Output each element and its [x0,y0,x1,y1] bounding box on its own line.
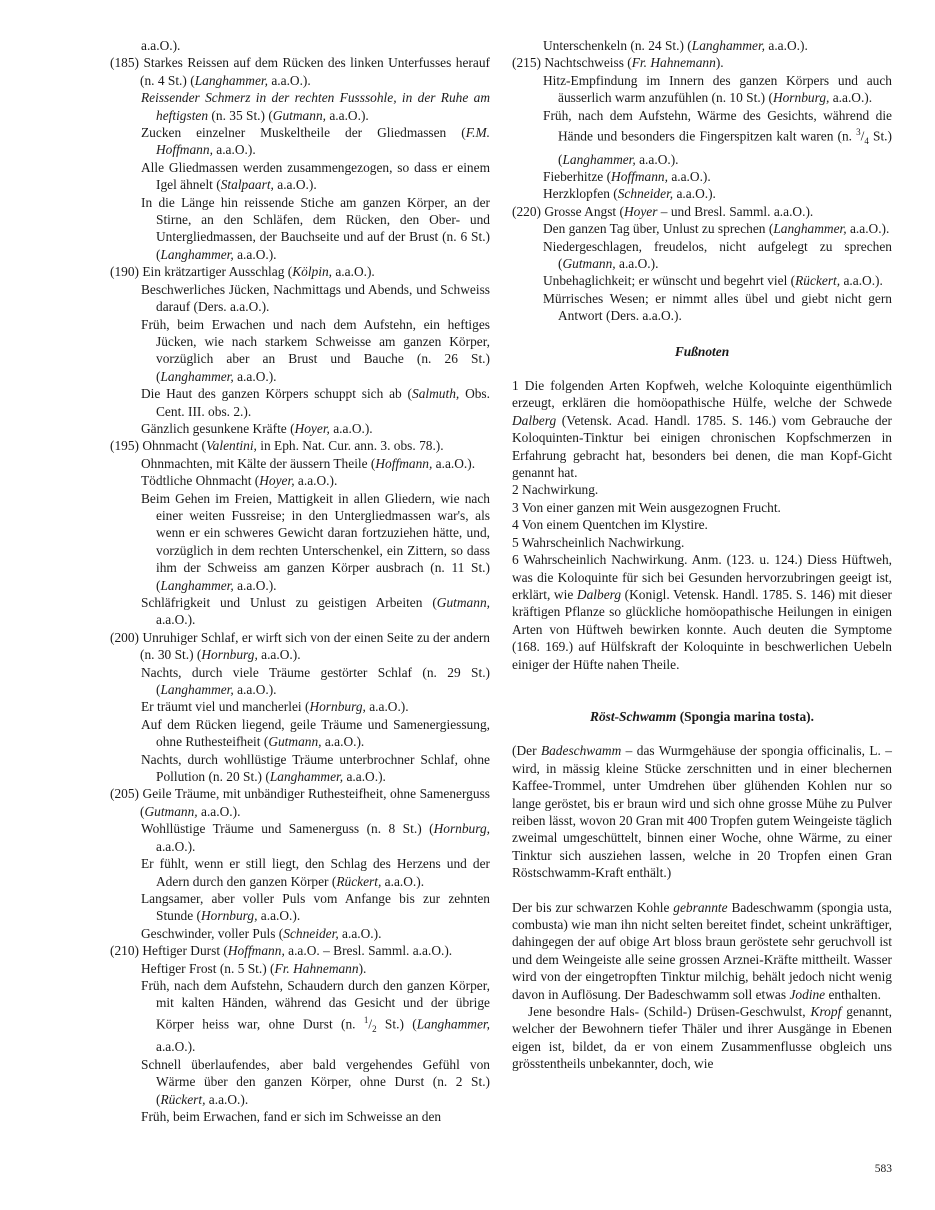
symptom-entry: Früh, beim Erwachen und nach dem Aufstehn, ein heftiges Jücken, wie nach starkem Schweisse am ganzen Körper, vorzüglich aber an Brust und Bauche (n. 26 St.) (Langhammer, a.a.O.). [141,316,490,384]
symptom-entry: Unterschenkeln (n. 24 St.) (Langhammer, a.a.O.). [543,38,808,53]
right-column [512,37,892,1073]
symptom-entry: Heftiger Frost (n. 5 St.) (Fr. Hahnemann). [141,960,367,976]
footnote: 5 Wahrscheinlich Nachwirkung. [512,534,685,550]
numbered-symptom-entry: (220) Grosse Angst (Hoyer – und Bresl. Samml. a.a.O.). [512,203,814,219]
symptom-entry: Die Haut des ganzen Körpers schuppt sich ab (Salmuth, Obs. Cent. III. obs. 2.). [141,386,490,419]
symptom-entry: Er träumt viel und mancherlei (Hornburg, a.a.O.). [141,699,409,715]
page-number: 583 [874,1163,892,1175]
footnote: 6 Wahrscheinlich Nachwirkung. Anm. (123. u. 124.) Diess Hüftweh, was die Koloquinte für sich bei Gesunden hervorzubringen geeigt ist, erklärt, wie Dalberg (Konigl. Vetensk. Handl. 1785. S. 146) mit dieser kräftigen Pflanze so glückliche homöopathische Heilungen in einigen Arten von Hüftweh bewirken konnte. Auch deuten die Symptome (168. 169.) auf Hülfskraft der Koloquinte in beschwerlichen Uebeln einiger der Hüfte nahen Theile. [512,552,893,672]
symptom-list-continued [512,37,892,325]
numbered-symptom-entry: (200) Unruhiger Schlaf, er wirft sich von der einen Seite zu der andern (n. 30 St.) (Hornburg, a.a.O.). [110,629,490,663]
symptom-entry: Reissender Schmerz in der rechten Fusssohle, in der Ruhe am heftigsten (n. 35 St.) (Gutmann, a.a.O.). [141,90,490,123]
numbered-symptom-entry: (195) Ohnmacht (Valentini, in Eph. Nat. Cur. ann. 3. obs. 78.). [110,438,444,454]
symptom-entry: Wohllüstige Träume und Samenerguss (n. 8 St.) (Hornburg, a.a.O.). [141,821,490,854]
symptom-entry: Beim Gehen im Freien, Mattigkeit in allen Gliedern, wie nach einer weiten Fussreise; in den Untergliedmassen war's, als wenn er ein schweres Gewicht daran fortzuziehen hätte, und, vorzüglich in dem rechten Unterschenkel, ein Zittern, so dass ihm der Schweiss am ganzen Körper ausbrach (n. 11 St.) (Langhammer, a.a.O.). [141,490,490,593]
symptom-entry: Beschwerliches Jücken, Nachmittags und Abends, und Schweiss darauf (Ders. a.a.O.). [141,281,490,315]
symptom-entry: Tödtliche Ohnmacht (Hoyer, a.a.O.). [141,473,338,489]
footnote: 2 Nachwirkung. [512,482,599,498]
symptom-entry: Ohnmachten, mit Kälte der äussern Theile (Hoffmann, a.a.O.). [141,455,476,471]
numbered-symptom-entry: (215) Nachtschweiss (Fr. Hahnemann). [512,55,724,71]
symptom-entry: Schläfrigkeit und Unlust zu geistigen Arbeiten (Gutmann, a.a.O.). [141,595,490,628]
symptom-entry: Gänzlich gesunkene Kräfte (Hoyer, a.a.O.). [141,420,373,436]
symptom-entry: Nachts, durch wohllüstige Träume unterbrochner Schlaf, ohne Pollution (n. 20 St.) (Langhammer, a.a.O.). [141,751,490,785]
symptom-entry: Herzklopfen (Schneider, a.a.O.). [543,186,716,202]
symptom-entry: Er fühlt, wenn er still liegt, den Schlag des Herzens und der Adern durch den ganzen Körper (Rückert, a.a.O.). [141,856,490,889]
body-paragraph: Der bis zur schwarzen Kohle gebrannte Badeschwamm (spongia usta, combusta) wie man ihn nicht selten bereitet findet, scheint unkräftiger, dahingegen der auf obige Art bloss braun geröstete sehr geruchvoll ist und dem Weingeiste alle seine grossen Arznei-Kräfte mittheilt. Wasser wird von der eingetropften Tinktur milchig, behält jedoch nicht wenig davon in Auflösung. Der Badeschwamm soll etwas Jodine enthalten. [512,899,892,1002]
numbered-symptom-entry: (190) Ein krätzartiger Ausschlag (Kölpin, a.a.O.). [110,264,375,280]
symptom-entry: Alle Gliedmassen werden zusammengezogen, so dass er einem Igel ähnelt (Stalpaart, a.a.O.). [141,159,490,193]
numbered-symptom-entry: (205) Geile Träume, mit unbändiger Ruthesteifheit, ohne Samenerguss (Gutmann, a.a.O.). [110,786,490,819]
symptom-entry: Früh, nach dem Aufstehn, Wärme des Gesichts, während die Hände und besonders die Fingerspitzen kalt waren (n. $^3/_4$ St.) (Langhammer, a.a.O.). [543,107,892,167]
symptom-entry: Zucken einzelner Muskeltheile der Gliedmassen (F.M. Hoffmann, a.a.O.). [141,125,490,158]
symptom-entry: Früh, nach dem Aufstehn, Schaudern durch den ganzen Körper, mit kalten Händen, während das Gesicht und der übrige Körper heiss war, ohne Durst (n. $^1/_2$ St.) (Langhammer, a.a.O.). [141,977,490,1055]
left-column [110,37,490,1125]
symptom-entry: Hitz-Empfindung im Innern des ganzen Körpers und auch äusserlich warm anzufühlen (n. 10 St.) (Hornburg, a.a.O.). [543,72,892,106]
numbered-symptom-entry: (210) Heftiger Durst (Hoffmann, a.a.O. – Bresl. Samml. a.a.O.). [110,943,453,959]
footnotes-heading: Fußnoten [674,343,730,359]
symptom-entry: Geschwinder, voller Puls (Schneider, a.a.O.). [141,925,382,941]
symptom-entry: a.a.O.). [141,38,181,53]
symptom-entry: Unbehaglichkeit; er wünscht und begehrt viel (Rückert, a.a.O.). [543,273,883,289]
symptom-entry: In die Länge hin reissende Stiche am ganzen Körper, an der Stirne, an den Schläfen, dem Rücken, den Ober- und Untergliedmassen, der Bauchseite und auf der Brust (n. 6 St.) (Langhammer, a.a.O.). [141,194,490,262]
symptom-entry: Langsamer, aber voller Puls vom Anfange bis zur zehnten Stunde (Hornburg, a.a.O.). [141,890,490,924]
symptom-entry: Fieberhitze (Hoffmann, a.a.O.). [543,168,711,184]
numbered-symptom-entry: (185) Starkes Reissen auf dem Rücken des linken Unterfusses herauf (n. 4 St.) (Langhammer, a.a.O.). [110,55,490,88]
symptom-entry: Niedergeschlagen, freudelos, nicht aufgelegt zu sprechen (Gutmann, a.a.O.). [543,238,892,272]
symptom-entry: Schnell überlaufendes, aber bald vergehendes Gefühl von Wärme über den ganzen Körper, ohne Durst (n. 2 St.) (Rückert, a.a.O.). [141,1056,490,1107]
symptom-entry: Mürrisches Wesen; er nimmt alles übel und giebt nicht gern Antwort (Ders. a.a.O.). [543,290,892,324]
footnote: 4 Von einem Quentchen im Klystire. [512,517,708,533]
footnote: 3 Von einer ganzen mit Wein ausgezognen Frucht. [512,499,781,515]
footnotes-list [512,377,892,673]
footnote: 1 Die folgenden Arten Kopfweh, welche Koloquinte eigenthümlich erzeugt, erklären die homöopathische Hülfe, welche der Schwede Dalberg (Vetensk. Acad. Handl. 1785. S. 146.) vom Gebrauche der Koloquinten-Tinktur bei einigen chronischen Kopfschmerzen in Erfahrung gebracht hat, besonders bei denen, die man Kopf-Gicht genannt hat. [512,378,892,481]
symptom-entry: Nachts, durch viele Träume gestörter Schlaf (n. 29 St.) (Langhammer, a.a.O.). [141,664,490,698]
section-heading-latin: (Spongia marina tosta). [676,708,814,724]
symptom-entry: Auf dem Rücken liegend, geile Träume und Samenergiessung, ohne Ruthesteifheit (Gutmann, a.a.O.). [141,716,490,750]
section-body [512,742,892,1072]
section-heading [512,708,892,725]
body-paragraph: Jene besondre Hals- (Schild-) Drüsen-Geschwulst, Kropf genannt, welcher der Bewohnern tiefer Thäler und ihrer Ausgänge in Ebenen eigen ist, bildet, da er von einem Zusammenflusse obgleich uns grösstentheils unbekannter, doch, wie [512,1004,892,1072]
symptom-entry: Den ganzen Tag über, Unlust zu sprechen (Langhammer, a.a.O.). [543,221,890,237]
symptom-entry: Früh, beim Erwachen, fand er sich im Schweisse an den [141,1108,442,1124]
body-paragraph: (Der Badeschwamm – das Wurmgehäuse der spongia officinalis, L. – wird, in mässig kleine Stücke zerschnitten und in einer blechernen Kaffee-Trommel, unter Umdrehen über glühenden Kohlen nur so lange geröstet, bis er braun wird und sich ohne grosse Mühe zu Pulver reiben lässt, wovon 20 Gran mit 400 Tropfen gutem Weingeiste täglich zweimal umgeschüttelt, binnen einer Woche, ohne Wärme, zu einer Tinktur sich ausziehen lassen, welche in 20 Tropfen einen Gran Röstschwamm-Kraft enthält.) [512,743,892,881]
section-heading-title: Röst-Schwamm [590,708,677,724]
